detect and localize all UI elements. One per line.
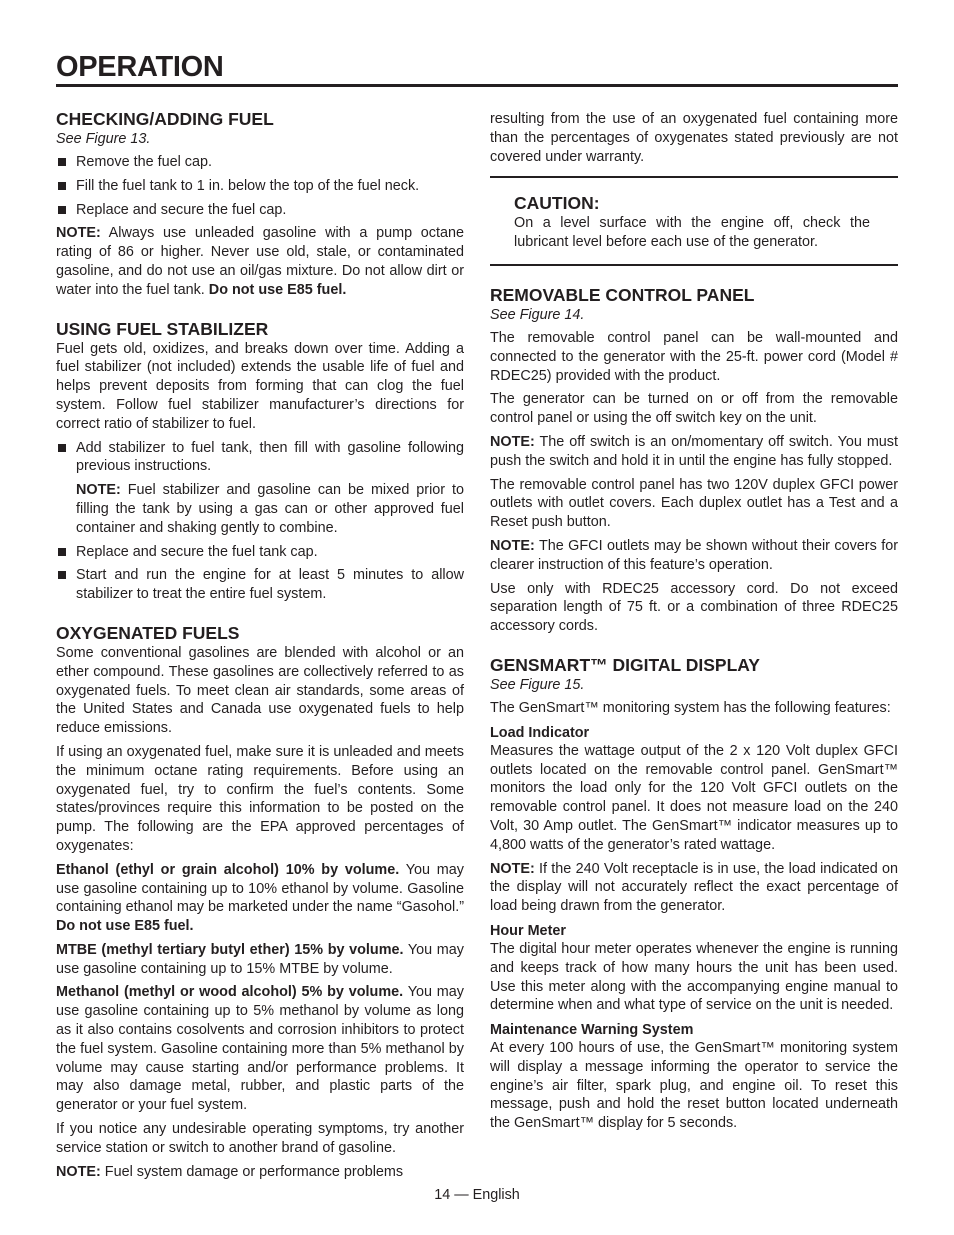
list-item: Start and run the engine for at least 5 minutes to allow stabilizer to treat the entire fuel system. xyxy=(56,566,464,604)
note-text: If the 240 Volt receptacle is in use, the load indicated on the display will not accurately reflect the exact percentage of load being drawn from the generator. xyxy=(490,860,898,915)
subheading-load-indicator: Load Indicator xyxy=(490,724,590,741)
paragraph: The generator can be turned on or off from the removable control panel or using the off switch key on the unit. xyxy=(490,391,898,427)
section-heading-oxygenated: OXYGENATED FUELS xyxy=(56,622,240,643)
note-label: NOTE: xyxy=(490,537,535,554)
bold-lead: Ethanol (ethyl or grain alcohol) 10% by volume. xyxy=(56,861,400,878)
note-paragraph xyxy=(490,433,898,471)
caution-box xyxy=(490,176,898,266)
paragraph: If you notice any undesirable operating symptoms, try another service station or switch to another brand of gasoline. xyxy=(56,1121,464,1156)
body-text: You may use gasoline containing up to 10% ethanol by volume. Gasoline containing ethanol may be marketed under the name “Gasohol.” xyxy=(56,861,464,916)
bullet-list xyxy=(56,439,464,477)
continuation-paragraph: resulting from the use of an oxygenated fuel containing more than the percentages of oxygenates stated previously are not covered under warranty. xyxy=(490,111,898,165)
note-text: The off switch is an on/momentary off switch. You must push the switch and hold it in until the engine has fully stopped. xyxy=(490,433,898,469)
note-label: NOTE: xyxy=(56,1163,101,1180)
bold-warning: Do not use E85 fuel. xyxy=(56,918,194,935)
bold-lead: MTBE (methyl tertiary butyl ether) 15% by volume. xyxy=(56,941,404,958)
title-rule xyxy=(56,84,898,87)
right-column xyxy=(490,110,898,1133)
note-paragraph xyxy=(56,481,464,537)
body-text: You may use gasoline containing up to 5% methanol by volume as long as it also contains cosolvents and corrosion inhibitors to protect the fuel system. Gasoline containing more than 5% methanol by volume may cause starting and/or performance problems. It may also damage metal, rubber, and plastic parts of the generator or your fuel system. xyxy=(56,984,464,1114)
figure-ref: See Figure 15. xyxy=(490,676,585,693)
figure-ref: See Figure 13. xyxy=(56,131,151,147)
page-title: OPERATION xyxy=(56,51,224,83)
subheading-maintenance-warning: Maintenance Warning System xyxy=(490,1022,694,1039)
note-label: NOTE: xyxy=(490,433,535,450)
bullet-list xyxy=(56,153,464,219)
bullet-list xyxy=(56,543,464,604)
note-text: The GFCI outlets may be shown without their covers for clearer instruction of this feature’s operation. xyxy=(490,537,898,573)
page-footer: 14 — English xyxy=(434,1187,520,1203)
note-warning: Do not use E85 fuel. xyxy=(208,281,347,298)
figure-ref: See Figure 14. xyxy=(490,306,585,323)
list-item: Remove the fuel cap. xyxy=(56,153,464,172)
note-label: NOTE: xyxy=(56,225,101,242)
list-item: Add stabilizer to fuel tank, then fill with gasoline following previous instructions. xyxy=(56,439,464,477)
note-text: Fuel system damage or performance problems xyxy=(100,1163,404,1180)
section-heading-checking: CHECKING/ADDING FUEL xyxy=(56,109,274,129)
paragraph: The GenSmart™ monitoring system has the following features: xyxy=(490,699,891,716)
note-text: Fuel stabilizer and gasoline can be mixed prior to filling the tank by using a gas can or other approved fuel container and shaking gently to combine. xyxy=(76,482,464,536)
caution-text: On a level surface with the engine off, check the lubricant level before each use of the generator. xyxy=(514,215,870,251)
paragraph: If using an oxygenated fuel, make sure it is unleaded and meets the minimum octane rating requirements. Before using an oxygenated fuel, try to confirm the fuel’s contents. Some states/provinces require this information to be posted on the pump. The following are the EPA approved percentages of oxygenates: xyxy=(56,743,464,854)
bold-lead: Methanol (methyl or wood alcohol) 5% by volume. xyxy=(56,984,404,1001)
section-heading-panel: REMOVABLE CONTROL PANEL xyxy=(490,284,755,305)
note-label: NOTE: xyxy=(490,860,535,877)
paragraph: Use only with RDEC25 accessory cord. Do not exceed separation length of 75 ft. or a combination of three RDEC25 accessory cords. xyxy=(490,580,898,635)
note-paragraph xyxy=(56,224,464,299)
paragraph-methanol xyxy=(56,983,464,1115)
list-item: Replace and secure the fuel tank cap. xyxy=(56,543,464,562)
note-paragraph xyxy=(490,860,898,916)
caution-heading: CAUTION: xyxy=(514,193,600,214)
paragraph: Some conventional gasolines are blended with alcohol or an ether compound. These gasolines are collectively referred to as oxygenated fuels. To meet clean air standards, some areas of the United States and Canada use oxygenated fuels to help reduce emissions. xyxy=(56,644,464,737)
paragraph-ethanol xyxy=(56,861,464,936)
left-column xyxy=(56,108,464,1181)
list-item: Fill the fuel tank to 1 in. below the top of the fuel neck. xyxy=(56,177,464,196)
paragraph: The removable control panel can be wall-mounted and connected to the generator with the 25-ft. power cord (Model # RDEC25) provided with the product. xyxy=(490,329,898,384)
paragraph: Fuel gets old, oxidizes, and breaks down over time. Adding a fuel stabilizer (not included) extends the usable life of fuel and helps prevent deposits from forming that can clog the fuel system. Follow fuel stabilizer manufacturer’s directions for correct ratio of stabilizer to fuel. xyxy=(56,340,464,432)
paragraph-mtbe xyxy=(56,941,464,979)
note-text: Always use unleaded gasoline with a pump octane rating of 86 or higher. Never use old, stale, or contaminated gasoline, and do not use an oil/gas mixture. Do not allow dirt or water into the fuel tank. xyxy=(56,225,464,298)
paragraph: The removable control panel has two 120V duplex GFCI power outlets with outlet covers. Each duplex outlet has a Test and a Reset push button. xyxy=(490,476,898,531)
body-text: You may use gasoline containing up to 15% MTBE by volume. xyxy=(56,941,464,977)
list-item: Replace and secure the fuel cap. xyxy=(56,201,464,220)
note-paragraph xyxy=(490,537,898,575)
paragraph: Measures the wattage output of the 2 x 120 Volt duplex GFCI outlets located on the removable control panel. GenSmart™ monitors the load only for the 120 Volt GFCI outlets on the removable control panel. It does not measure load on the 240 Volt, 30 Amp outlet. The GenSmart™ indicator measures up to 4,800 watts of the generator’s rated wattage. xyxy=(490,742,898,853)
section-heading-gensmart: GENSMART™ DIGITAL DISPLAY xyxy=(490,654,760,675)
section-heading-stabilizer: USING FUEL STABILIZER xyxy=(56,318,269,339)
note-paragraph xyxy=(56,1163,464,1182)
paragraph: The digital hour meter operates whenever the engine is running and keeps track of how many hours the unit has been used. Use this meter along with the accompanying engine manual to determine when and what type of service on the unit is needed. xyxy=(490,940,898,1014)
note-label: NOTE: xyxy=(76,482,121,499)
paragraph: At every 100 hours of use, the GenSmart™ monitoring system will display a message informing the operator to service the engine’s air filter, spark plug, and engine oil. To reset this message, push and hold the reset button located underneath the GenSmart™ display for 5 seconds. xyxy=(490,1040,898,1132)
subheading-hour-meter: Hour Meter xyxy=(490,922,566,939)
